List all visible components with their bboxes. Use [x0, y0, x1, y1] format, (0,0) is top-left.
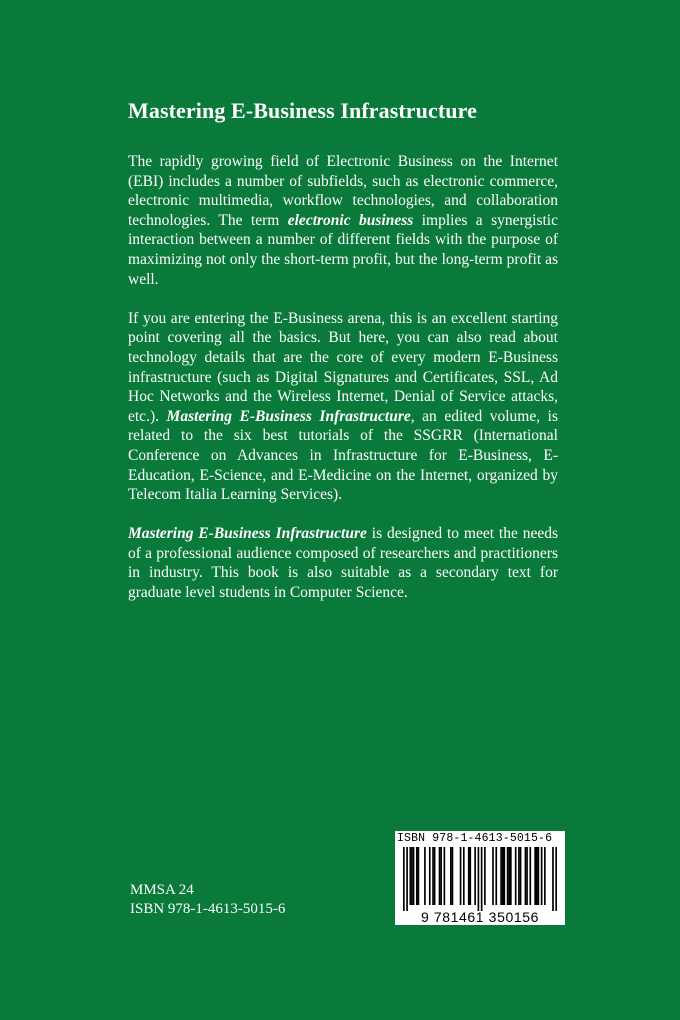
- barcode-bar: [469, 847, 471, 905]
- barcode-bar: [434, 847, 436, 905]
- barcode-bar: [416, 847, 418, 905]
- barcode-bar: [552, 847, 554, 911]
- barcode-bar: [529, 847, 531, 905]
- barcode-bar: [525, 847, 527, 905]
- barcode-bar: [432, 847, 434, 905]
- barcode-bar: [424, 847, 426, 905]
- barcode-bar: [452, 847, 454, 905]
- barcode-bar: [510, 847, 512, 905]
- barcode-bar: [440, 847, 442, 905]
- barcode-bar: [534, 847, 536, 905]
- barcode-bar: [502, 847, 504, 905]
- barcode-bar: [450, 847, 452, 905]
- barcode-bar: [526, 847, 528, 905]
- barcode-bar: [474, 847, 476, 905]
- barcode-bar: [538, 847, 540, 905]
- barcode-bar: [508, 847, 510, 905]
- barcode-bar: [439, 847, 441, 905]
- barcode-bar: [463, 847, 465, 905]
- barcode-bar: [406, 847, 408, 911]
- barcode-bar: [481, 847, 483, 911]
- barcode-bar: [484, 847, 486, 905]
- barcode-bar: [413, 847, 415, 905]
- barcode-bar: [544, 847, 546, 905]
- book-title: Mastering E-Business Infrastructure: [128, 98, 477, 123]
- isbn-text: ISBN 978-1-4613-5015-6: [130, 901, 286, 917]
- paragraph-2: If you are entering the E-Business arena, this is an excellent starting point covering all the basics. But here, you can also read about technology details that are the core of every modern E-Business infrastructure (such as Digital Signatures and Certificates, SSL, Ad Hoc Networks and the Wireless Internet, Denial of Service attacks, etc.). Mastering E-Business Infrastructure, an edited volume, is related to the six best tutorials of the SSGRR (International Conference on Advances in Infrastructure for E-Business, E-Education, E-Science, and E-Medicine on the Internet, organized by Telecom Italia Learning Services).: [128, 309, 559, 504]
- barcode-digits: 9 781461 350156: [421, 909, 539, 925]
- barcode-bar: [555, 847, 557, 911]
- paragraph-3: Mastering E-Business Infrastructure is designed to meet the needs of a professional audience composed of researchers and practitioners in industry. This book is also suitable as a secondary text for graduate level students in Computer Science.: [128, 525, 559, 602]
- barcode-bar: [478, 847, 480, 911]
- barcode-bar: [518, 847, 520, 905]
- barcode-bar: [444, 847, 446, 905]
- barcode-bar: [460, 847, 462, 905]
- barcode-bar: [492, 847, 494, 905]
- barcode-bar: [515, 847, 517, 905]
- emphasis-electronic-business: electronic business: [287, 211, 414, 229]
- barcode-bar: [500, 847, 502, 905]
- paragraph-1: The rapidly growing field of Electronic Business on the Internet (EBI) includes a number of subfields, such as electronic commerce, electronic multimedia, workflow technologies, and collaboration technologies. The term electronic business implies a synergistic interaction between a number of different fields with the purpose of maximizing not only the short-term profit, but the long-term profit as well.: [128, 153, 558, 288]
- series-info: [130, 881, 285, 919]
- barcode-bars: [403, 847, 557, 911]
- barcode: [395, 831, 565, 925]
- series-number: MMSA 24: [130, 882, 194, 898]
- barcode-isbn: ISBN 978-1-4613-5015-6: [397, 832, 553, 845]
- barcode-bar: [403, 847, 405, 911]
- barcode-bar: [504, 847, 506, 905]
- description: [128, 152, 558, 622]
- barcode-bar: [429, 847, 431, 905]
- barcode-bar: [520, 847, 522, 905]
- barcode-bar: [409, 847, 411, 905]
- barcode-bar: [495, 847, 497, 905]
- barcode-bar: [418, 847, 420, 905]
- barcode-bar: [468, 847, 470, 905]
- barcode-bar: [536, 847, 538, 905]
- barcode-bar: [507, 847, 509, 905]
- barcode-bar: [541, 847, 543, 905]
- emphasis-book-title: Mastering E-Business Infrastructure: [128, 525, 367, 543]
- barcode-bar: [411, 847, 413, 905]
- emphasis-book-title: Mastering E-Business Infrastructure: [166, 407, 411, 425]
